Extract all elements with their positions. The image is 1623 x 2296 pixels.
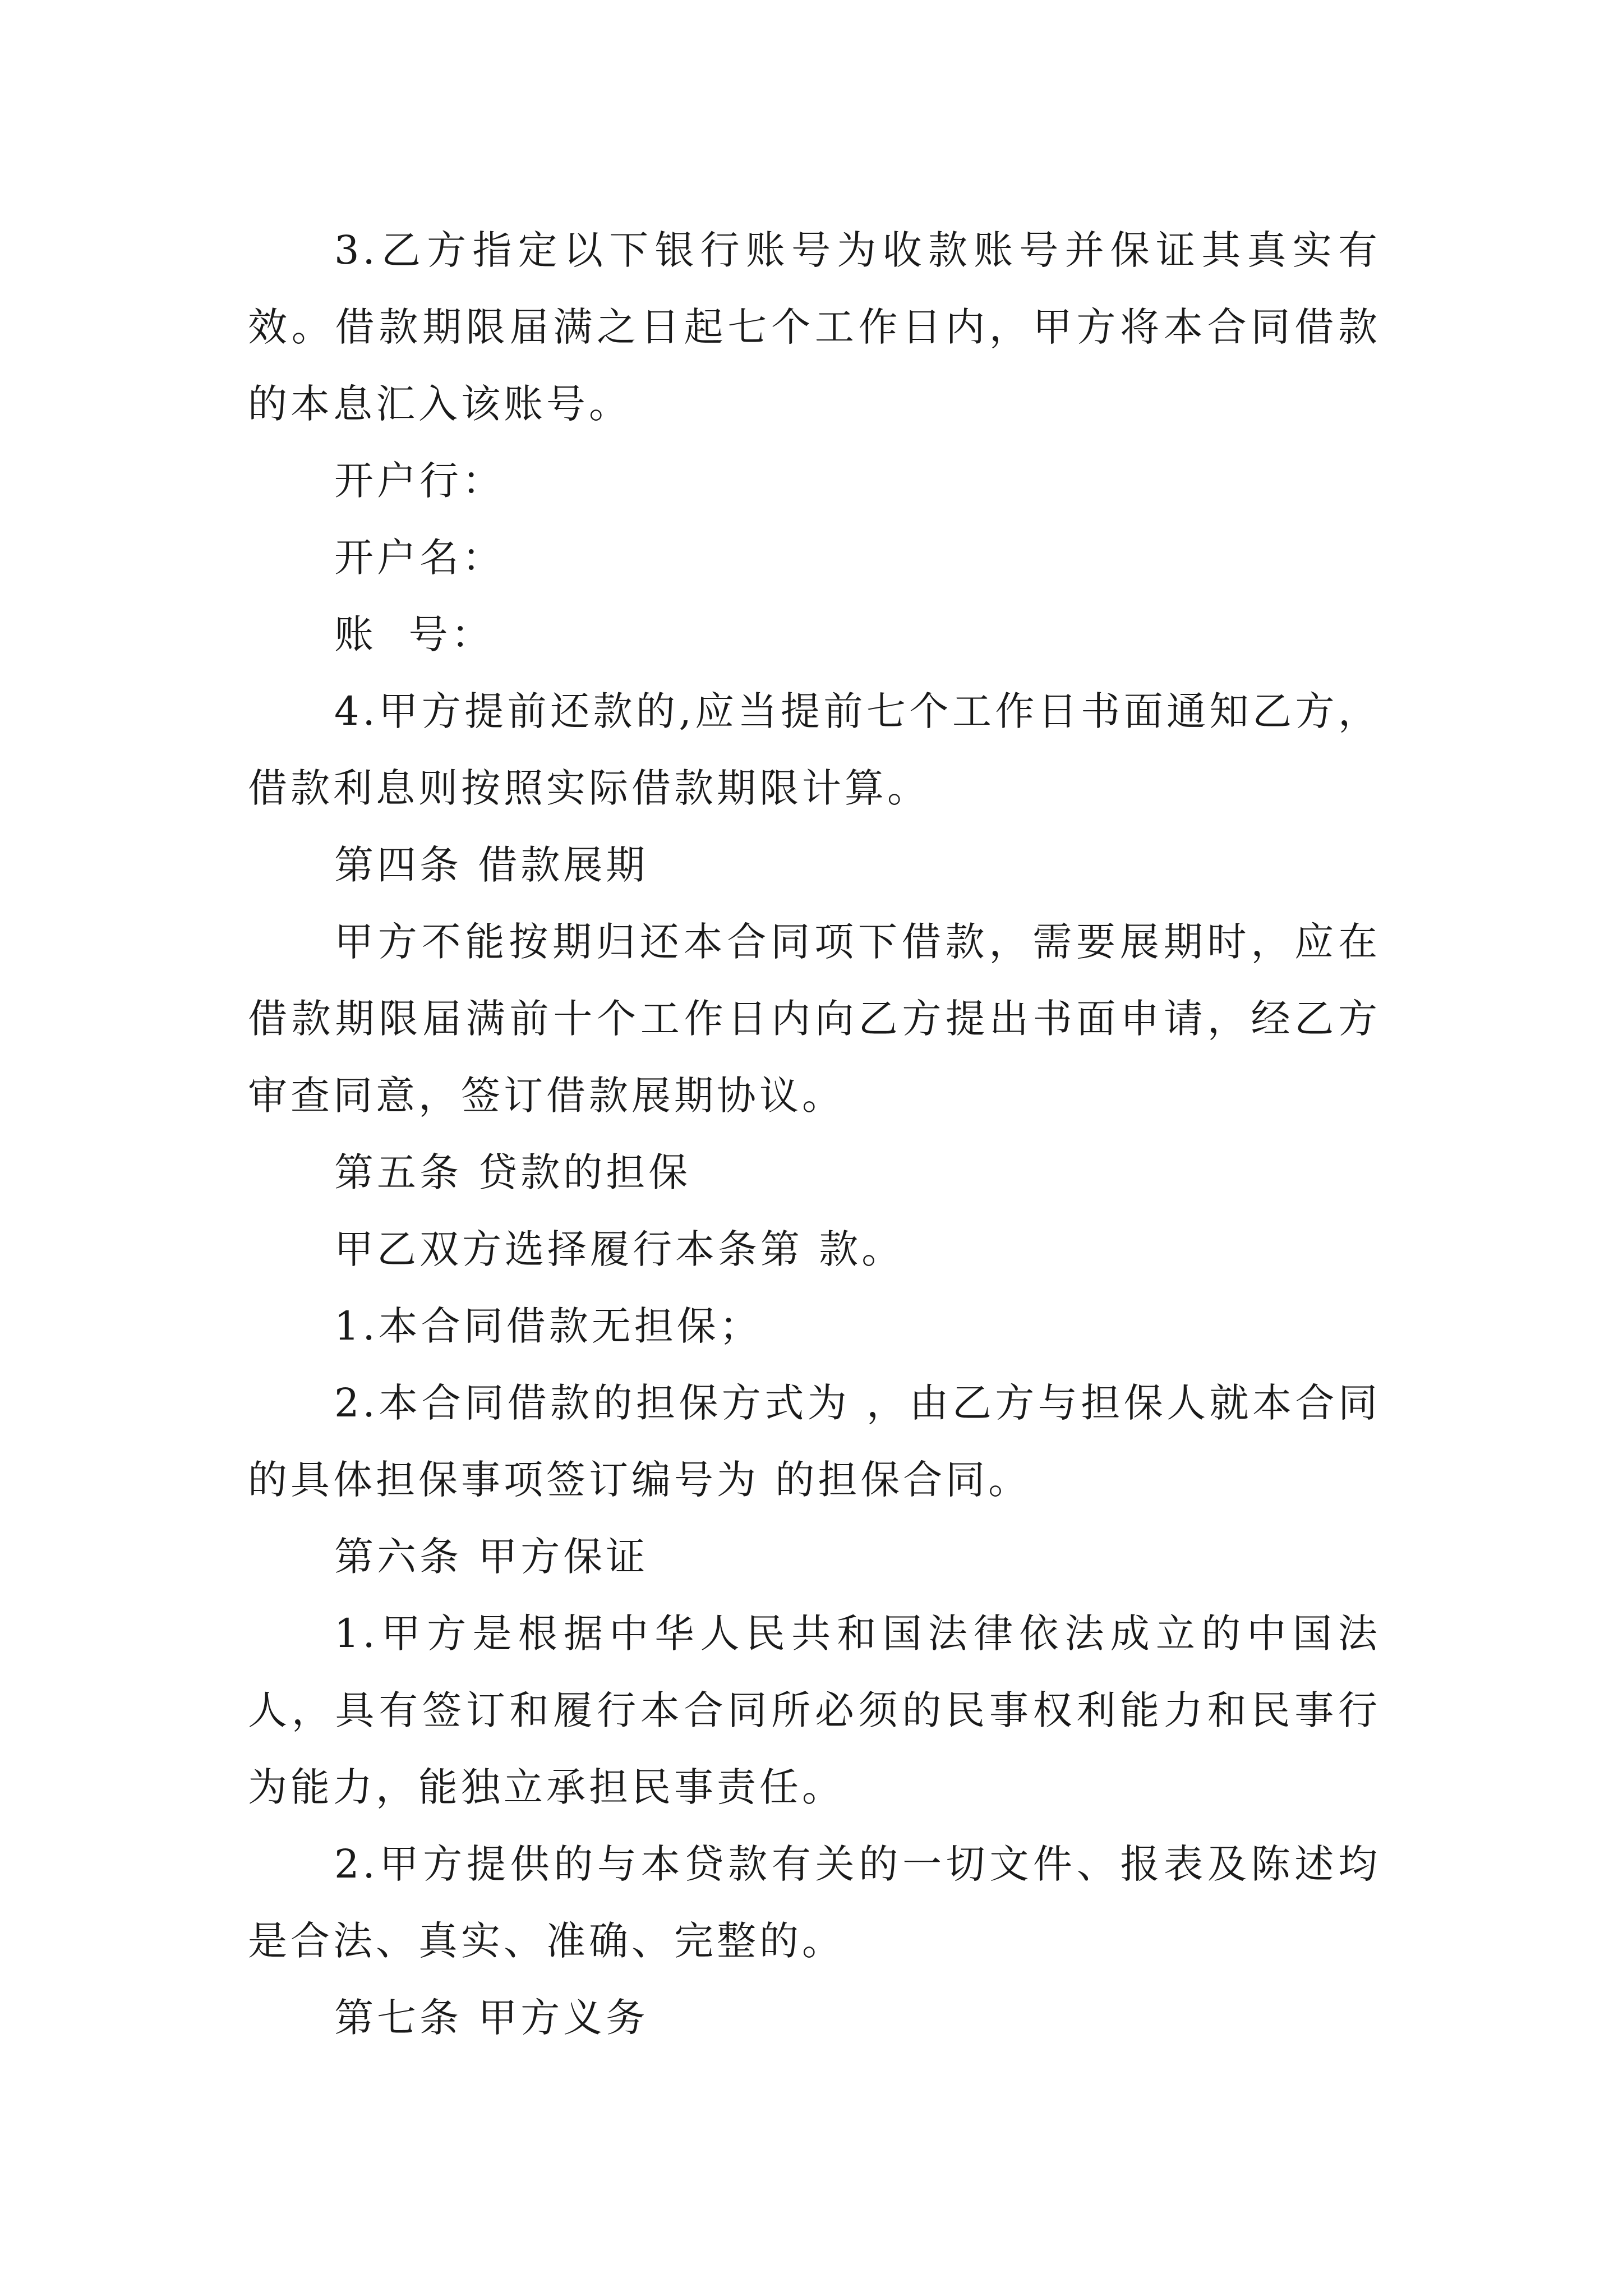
article-6-heading: 第六条 甲方保证 bbox=[334, 1534, 649, 1580]
article-7-heading: 第七条 甲方义务 bbox=[334, 1995, 649, 2041]
article-6-item-2: 2.甲方提供的与本贷款有关的一切文件、报表及陈述均是合法、真实、准确、完整的。 bbox=[248, 1841, 1381, 1964]
article-5-heading: 第五条 贷款的担保 bbox=[334, 1149, 691, 1195]
article-5-item-2: 2.本合同借款的担保方式为 ，由乙方与担保人就本合同的具体担保事项签订编号为 的担保合同。 bbox=[248, 1380, 1381, 1503]
account-name-field: 开户名： bbox=[334, 535, 505, 581]
bank-name-field: 开户行： bbox=[334, 458, 505, 504]
account-number-field: 账 号： bbox=[334, 611, 494, 657]
article-4-heading: 第四条 借款展期 bbox=[334, 842, 649, 888]
document-body bbox=[248, 212, 1381, 2056]
article-6-item-1: 1.甲方是根据中华人民共和国法律依法成立的中国法人，具有签订和履行本合同所必须的民事权利能力和民事行为能力，能独立承担民事责任。 bbox=[248, 1611, 1381, 1810]
article-4-body: 甲方不能按期归还本合同项下借款，需要展期时，应在借款期限届满前十个工作日内向乙方提出书面申请，经乙方审查同意，签订借款展期协议。 bbox=[248, 919, 1381, 1119]
article-5-item-1: 1.本合同借款无担保； bbox=[334, 1303, 762, 1349]
clause-4-early-repayment: 4.甲方提前还款的,应当提前七个工作日书面通知乙方，借款利息则按照实际借款期限计算。 bbox=[248, 688, 1381, 811]
clause-3-bank-account: 3.乙方指定以下银行账号为收款账号并保证其真实有效。借款期限届满之日起七个工作日内，甲方将本合同借款的本息汇入该账号。 bbox=[248, 227, 1381, 427]
article-5-choice: 甲乙双方选择履行本条第 款。 bbox=[334, 1226, 905, 1272]
